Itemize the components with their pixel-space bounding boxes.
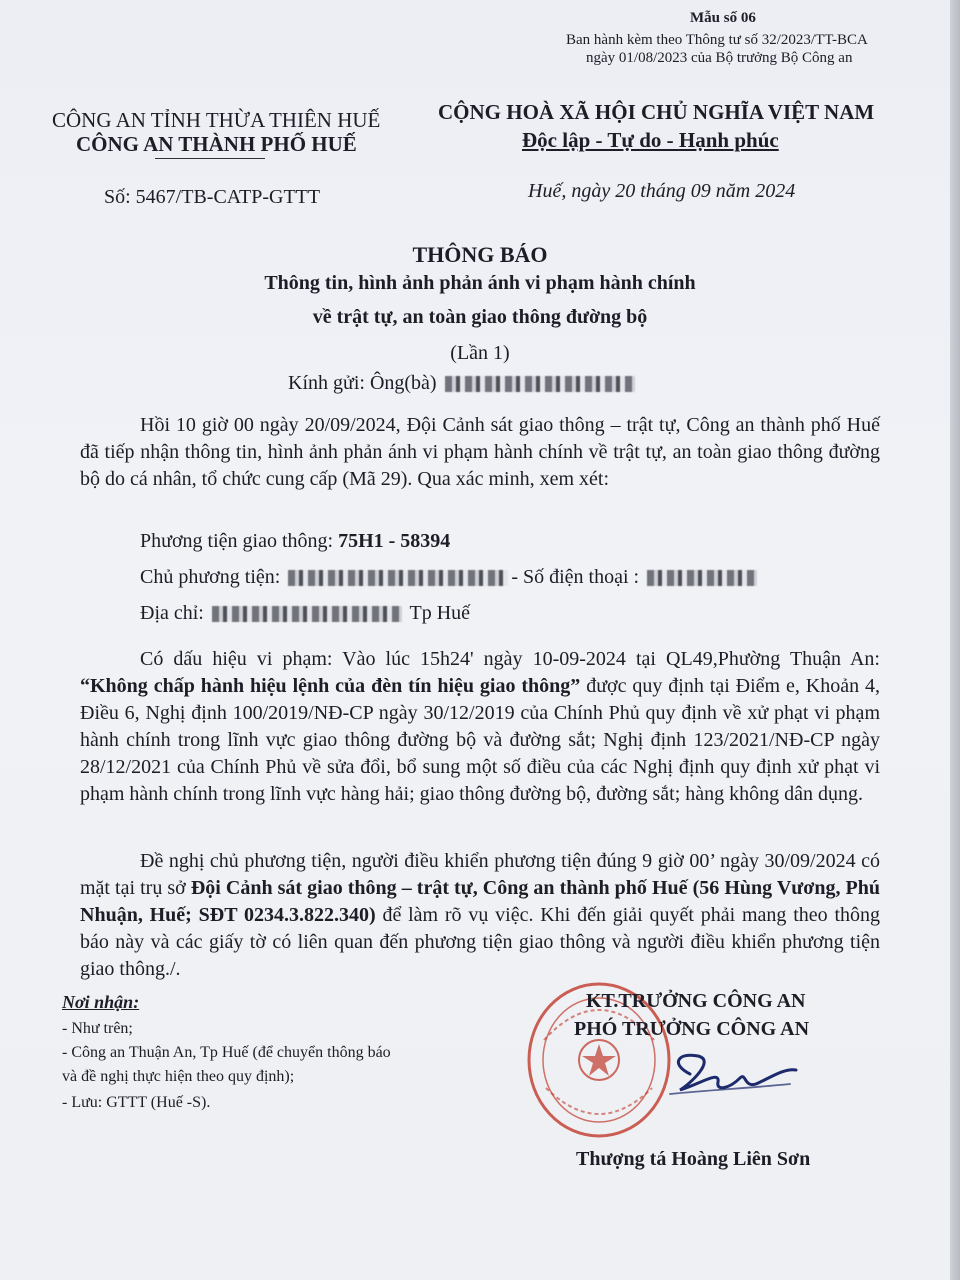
vehicle-line	[140, 530, 450, 553]
address-line	[140, 602, 470, 625]
vehicle-plate: 75H1 - 58394	[338, 530, 451, 552]
vehicle-label: Phương tiện giao thông:	[140, 530, 339, 552]
signer-name: Thượng tá Hoàng Liên Sơn	[576, 1148, 811, 1170]
redacted-name	[445, 376, 635, 392]
redacted-address	[212, 606, 402, 622]
recipients-item-1: - Như trên;	[62, 1020, 133, 1037]
violation-intro: Có dấu hiệu vi phạm: Vào lúc 15h24' ngày 10-09-2024 tại QL49,Phường Thuận An:	[140, 648, 880, 670]
org-underline	[155, 158, 265, 159]
doc-subtitle-2: về trật tự, an toàn giao thông đường bộ	[312, 306, 648, 328]
recipients-item-2: - Công an Thuận An, Tp Huế (để chuyển thông báo	[62, 1044, 391, 1061]
doc-number: Số: 5467/TB-CATP-GTTT	[104, 186, 321, 208]
recipient-line	[288, 372, 638, 395]
address-suffix: Tp Huế	[404, 602, 471, 624]
motto: Độc lập - Tự do - Hạnh phúc	[522, 128, 779, 152]
owner-label: Chủ phương tiện:	[140, 566, 286, 588]
org-unit: CÔNG AN THÀNH PHỐ HUẾ	[76, 132, 357, 156]
recipients-heading: Nơi nhận:	[62, 992, 140, 1012]
redacted-owner	[288, 570, 508, 586]
round-number: (Lần 1)	[450, 342, 510, 364]
violation-legal: được quy định tại Điểm e, Khoản 4, Điều 6, Nghị định 100/2019/NĐ-CP ngày 30/12/2019 của Chính Phủ quy định về xử phạt vi phạm hành chính trong lĩnh vực giao thông đường bộ và đường sắt; Nghị định 123/2021/NĐ-CP ngày 28/12/2021 của Chính Phủ về sửa đổi, bổ sung một số điều của các Nghị định quy định xử phạt vi phạm hành chính trong lĩnh vực hàng hải; giao thông đường bộ, đường sắt; hàng không dân dụng.	[80, 675, 880, 805]
address-label: Địa chỉ:	[140, 602, 209, 624]
owner-line	[140, 566, 760, 589]
violation-paragraph	[80, 646, 880, 808]
recipients-item-3: - Lưu: GTTT (Huế -S).	[62, 1094, 211, 1111]
recipients-item-2b: và đề nghị thực hiện theo quy định);	[62, 1068, 295, 1085]
redacted-phone	[647, 570, 757, 586]
request-paragraph	[80, 848, 880, 983]
form-number: Mẫu số 06	[690, 10, 756, 26]
issued-with: Ban hành kèm theo Thông tư số 32/2023/TT-BCA	[566, 32, 868, 48]
doc-subtitle-1: Thông tin, hình ảnh phản ánh vi phạm hành chính	[264, 272, 696, 294]
request-end: để làm rõ vụ việc. Khi đến giải quyết phải mang theo thông báo này và các giấy tờ có liên quan đến phương tiện giao thông và người điều khiển phương tiện giao thông./.	[80, 904, 881, 980]
signer-title-1: KT.TRƯỞNG CÔNG AN	[586, 990, 806, 1012]
handwritten-signature	[660, 1044, 800, 1100]
page-edge	[950, 0, 960, 1280]
nation-name: CỘNG HOÀ XÃ HỘI CHỦ NGHĨA VIỆT NAM	[438, 100, 875, 124]
doc-title: THÔNG BÁO	[412, 242, 548, 267]
place-date: Huế, ngày 20 tháng 09 năm 2024	[528, 180, 796, 202]
recipient-label: Kính gửi: Ông(bà)	[288, 372, 437, 394]
request-intro: Đề nghị chủ phương tiện, người điều khiển phương tiện đúng 9 giờ 00’ ngày 30/09/2024 có mặt tại trụ sở	[80, 850, 880, 899]
signer-title-2: PHÓ TRƯỞNG CÔNG AN	[574, 1018, 810, 1040]
org-parent: CÔNG AN TỈNH THỪA THIÊN HUẾ	[52, 108, 381, 132]
issued-date: ngày 01/08/2023 của Bộ trưởng Bộ Công an	[586, 50, 853, 66]
violation-text: “Không chấp hành hiệu lệnh của đèn tín hiệu giao thông”	[80, 675, 581, 697]
request-location: Đội Cảnh sát giao thông – trật tự, Công an thành phố Huế (56 Hùng Vương, Phú Nhuận, Huế; SĐT 0234.3.822.340)	[80, 877, 880, 926]
intro-paragraph: Hồi 10 giờ 00 ngày 20/09/2024, Đội Cảnh sát giao thông – trật tự, Công an thành phố Huế đã tiếp nhận thông tin, hình ảnh phản ánh vi phạm hành chính về trật tự, an toàn giao thông đường bộ do cá nhân, tổ chức cung cấp (Mã 29). Qua xác minh, xem xét:	[80, 414, 880, 490]
phone-label: - Số điện thoại :	[511, 566, 645, 588]
